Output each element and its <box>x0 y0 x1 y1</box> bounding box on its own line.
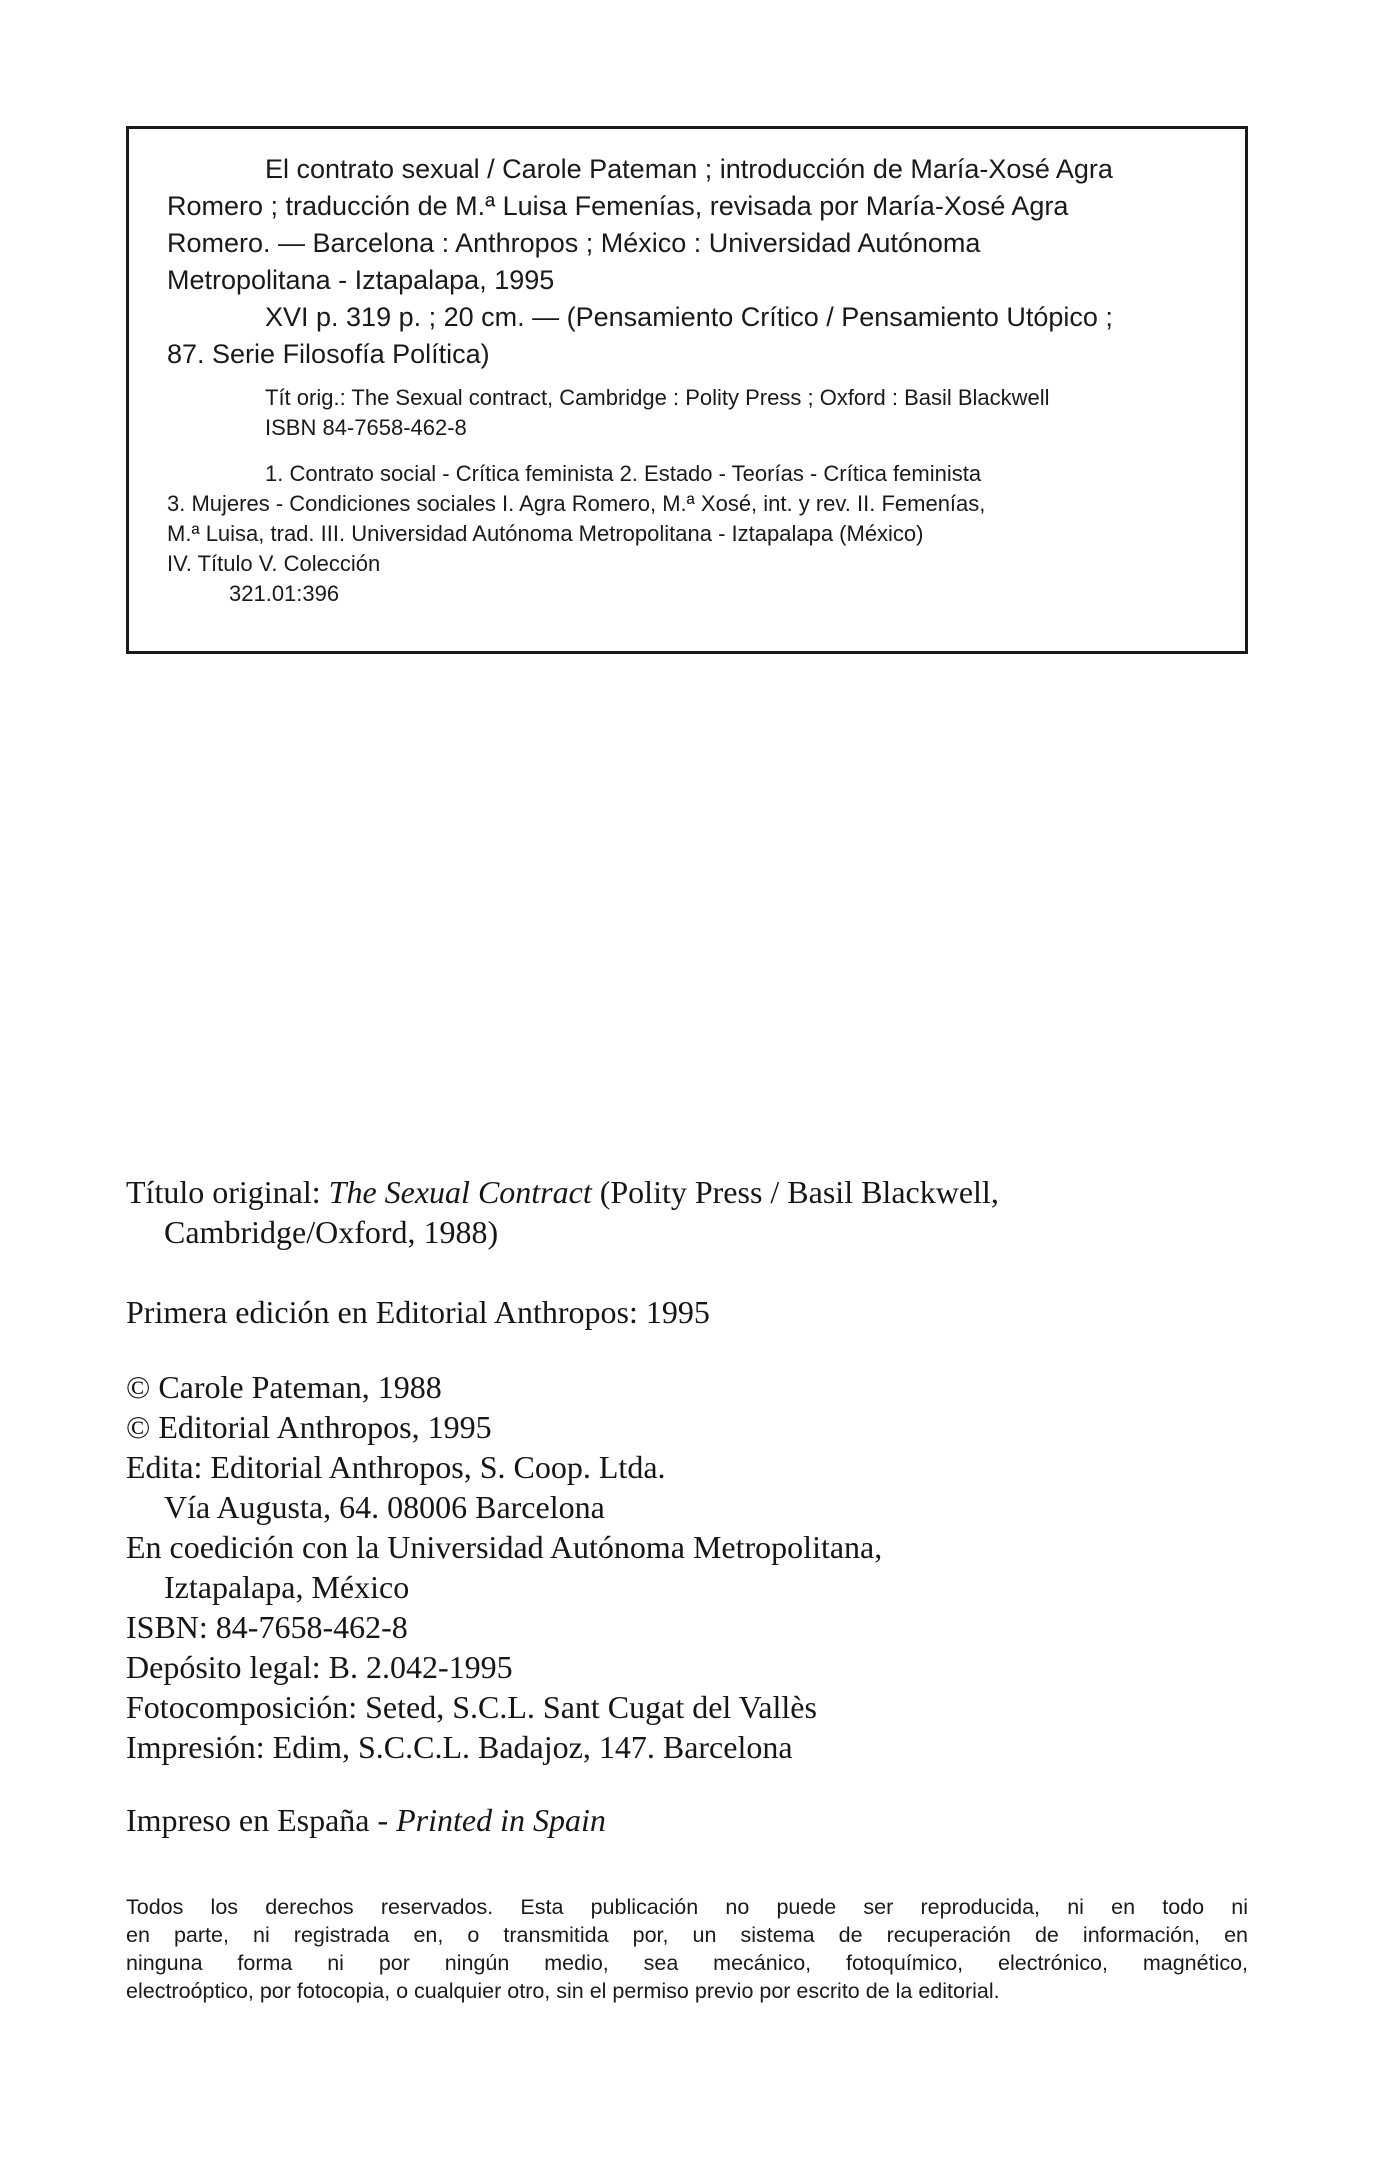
printed-in-line <box>126 1800 1266 1840</box>
original-title-continuation: Cambridge/Oxford, 1988) <box>164 1214 499 1250</box>
catalog-line: 87. Serie Filosofía Política) <box>167 339 490 369</box>
original-title: The Sexual Contract <box>328 1174 592 1210</box>
rights-line: Todos los derechos reservados. Esta publicación no puede ser reproducida, ni en todo ni <box>126 1895 1248 1919</box>
rights-notice <box>126 1893 1248 2005</box>
catalog-line: Romero ; traducción de M.ª Luisa Femenías, revisada por María-Xosé Agra <box>167 191 1069 221</box>
publishing-details <box>126 1367 1266 1767</box>
rights-line: en parte, ni registrada en, o transmitida por, un sistema de recuperación de información, en <box>126 1923 1248 1947</box>
original-title-block <box>126 1172 1266 1252</box>
catalog-physical-description <box>167 299 1207 373</box>
first-edition <box>126 1292 1266 1332</box>
publisher-line: Edita: Editorial Anthropos, S. Coop. Ltda. <box>126 1449 666 1485</box>
original-title-label: Título original: <box>126 1174 329 1210</box>
printed-in <box>126 1800 1266 1840</box>
printed-in-spanish: Impreso en España - <box>126 1802 397 1838</box>
rights-line: ninguna forma ni por ningún medio, sea mecánico, fotoquímico, electrónico, magnético, <box>126 1951 1248 1975</box>
catalog-isbn: ISBN 84-7658-462-8 <box>265 415 467 440</box>
typesetting: Fotocomposición: Seted, S.C.L. Sant Cugat del Vallès <box>126 1689 817 1725</box>
catalog-line: Tít orig.: The Sexual contract, Cambridge : Polity Press ; Oxford : Basil Blackwell <box>265 385 1050 410</box>
printed-in-english: Printed in Spain <box>396 1802 606 1838</box>
original-title-detail: (Polity Press / Basil Blackwell, <box>591 1174 999 1210</box>
catalog-classification: 321.01:396 <box>229 581 340 606</box>
copyright-author: © Carole Pateman, 1988 <box>126 1369 442 1405</box>
catalog-original-title <box>167 383 1207 443</box>
coedition-line: En coedición con la Universidad Autónoma Metropolitana, <box>126 1529 883 1565</box>
copyright-publisher: © Editorial Anthropos, 1995 <box>126 1409 492 1445</box>
rights-line: electroóptico, por fotocopia, o cualquier otro, sin el permiso previo por escrito de la editorial. <box>126 1979 1000 2003</box>
catalog-description <box>167 151 1207 299</box>
catalog-line: Metropolitana - Iztapalapa, 1995 <box>167 265 555 295</box>
catalog-line: 1. Contrato social - Crítica feminista 2. Estado - Teorías - Crítica feminista <box>265 461 982 486</box>
first-edition-text: Primera edición en Editorial Anthropos: 1995 <box>126 1294 710 1330</box>
catalog-line: IV. Título V. Colección <box>167 551 381 576</box>
publisher-address: Vía Augusta, 64. 08006 Barcelona <box>164 1489 605 1525</box>
original-title-line <box>126 1172 1266 1212</box>
legal-deposit: Depósito legal: B. 2.042-1995 <box>126 1649 513 1685</box>
catalog-line: Romero. — Barcelona : Anthropos ; México : Universidad Autónoma <box>167 228 981 258</box>
catalog-line: El contrato sexual / Carole Pateman ; introducción de María-Xosé Agra <box>265 154 1113 184</box>
catalog-subjects <box>167 459 1207 609</box>
catalog-line: 3. Mujeres - Condiciones sociales I. Agra Romero, M.ª Xosé, int. y rev. II. Femenías, <box>167 491 986 516</box>
catalog-record-box <box>126 126 1248 654</box>
isbn: ISBN: 84-7658-462-8 <box>126 1609 408 1645</box>
coedition-place: Iztapalapa, México <box>164 1569 410 1605</box>
catalog-line: M.ª Luisa, trad. III. Universidad Autónoma Metropolitana - Iztapalapa (México) <box>167 521 924 546</box>
printing: Impresión: Edim, S.C.C.L. Badajoz, 147. Barcelona <box>126 1729 793 1765</box>
catalog-line: XVI p. 319 p. ; 20 cm. — (Pensamiento Crítico / Pensamiento Utópico ; <box>265 302 1113 332</box>
